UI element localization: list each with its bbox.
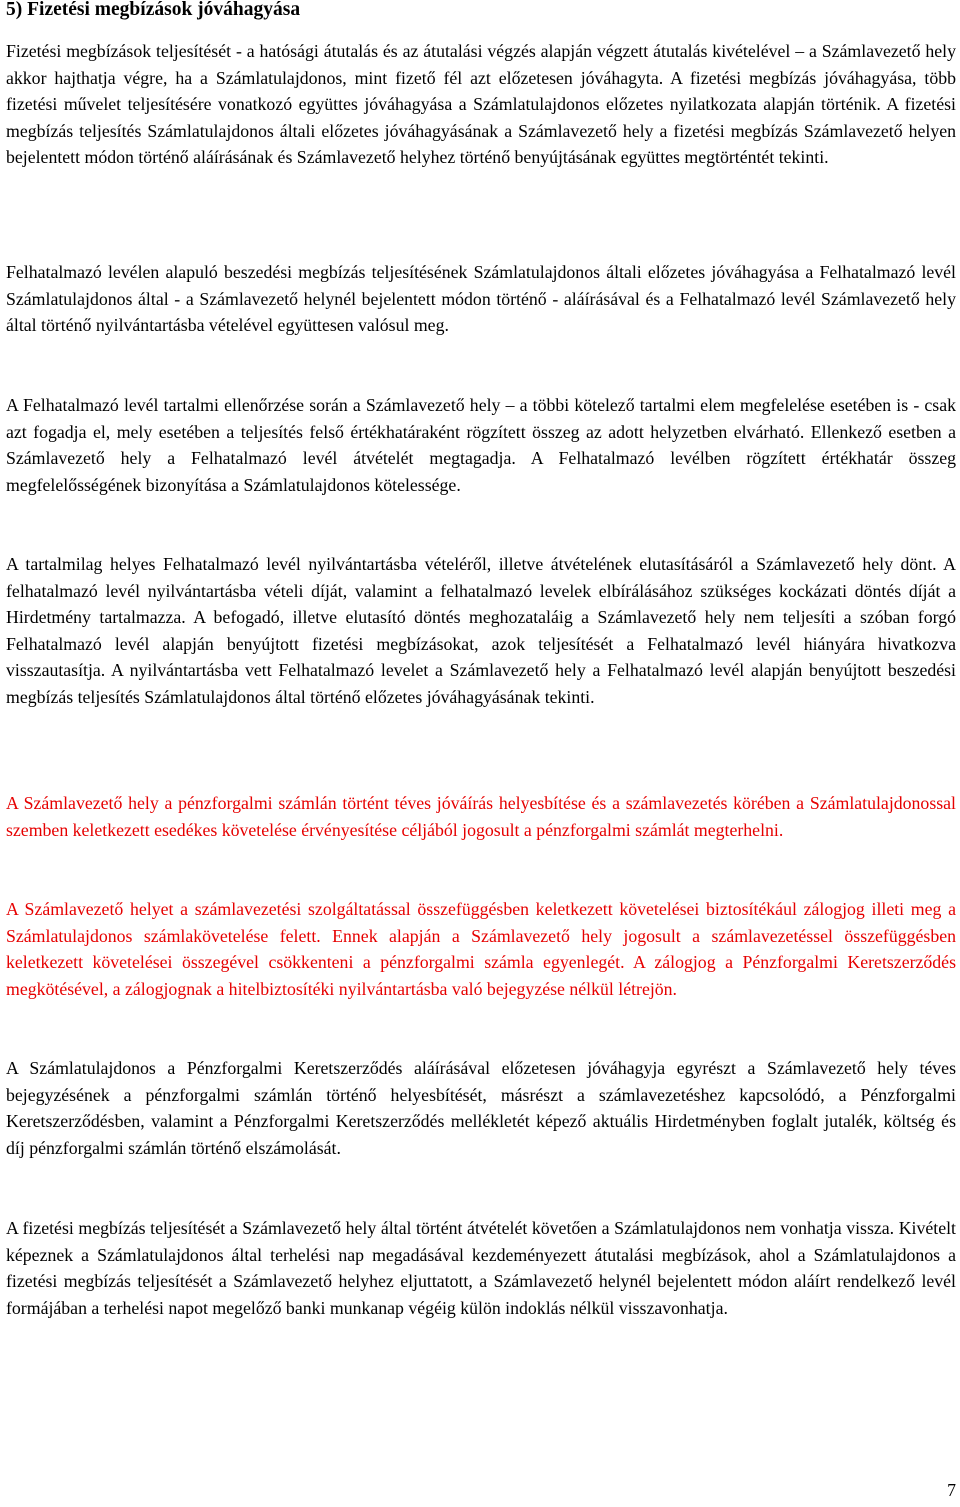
paragraph-approval-rules: Fizetési megbízások teljesítését - a hatósági átutalás és az átutalási végzés alapján végzett átutalás kivételével – a Számlavezető hely akkor hajthatja végre, ha a Számlatulajdonos, mint fizető fél azt előzetesen jóváhagyta. A fizetési megbízás jóváhagyása, több fizetési művelet teljesítésére vonatkozó együttes jóváhagyása a Számlatulajdonos előzetes nyilatkozata alapján történik. A fizetési megbízás teljesítés Számlatulajdonos általi előzetes jóváhagyásának a Számlavezető hely a fizetési megbízás Számlavezető helyen bejelentett módon történő aláírásának és Számlavezető helyhez történő benyújtásának együttes megtörténtét tekinti. (6, 41, 956, 167)
paragraph-registration-decision: A tartalmilag helyes Felhatalmazó levél nyilvántartásba vételéről, illetve átvételének elutasításáról a Számlavezető hely dönt. A felhatalmazó levél nyilvántartásba vételi díját, valamint a felhatalmazó levelek elbírálásához szükséges kockázati döntés díját a Hirdetmény tartalmazza. A befogadó, illetve elutasító döntés meghozataláig a Számlavezető hely nem teljesíti a szóban forgó Felhatalmazó levél alapján benyújtott fizetési megbízásokat, azok teljesítését a Felhatalmazó levél hiányára hivatkozva visszautasítja. A nyilvántartásba vett Felhatalmazó levelet a Számlavezető hely a Felhatalmazó levél alapján benyújtott beszedési megbízás teljesítés Számlatulajdonos által történő előzetes jóváhagyásának tekinti. (6, 554, 956, 707)
paragraph-lien-right: A Számlavezető helyet a számlavezetési szolgáltatással összefüggésben keletkezett követelései biztosítékául zálogjog illeti meg a Számlatulajdonos számlakövetelése felett. Ennek alapján a Számlavezető hely jogosult a számlavezetéssel összefüggésben keletkezett követelései összegével csökkenteni a pénzforgalmi számla egyenlegét. A zálogjog a Pénzforgalmi Keretszerződés megkötésével, a zálogjognak a hitelbiztosítéki nyilvántartásba való bejegyzése nélkül létrejön. (6, 899, 956, 999)
paragraph-revocation: A fizetési megbízás teljesítését a Számlavezető hely által történt átvételét követően a Számlatulajdonos nem vonhatja vissza. Kivételt képeznek a Számlatulajdonos által terhelési nap megadásával kezdeményezett átutalási megbízások, ahol a Számlatulajdonos a fizetési megbízás teljesítését a Számlavezető helyhez eljuttatott, a Számlavezető helynél bejelentett módon aláírt rendelkező levél formájában a terhelési napot megelőző banki munkanap végéig külön indoklás nélkül visszavonhatja. (6, 1218, 956, 1318)
page-number: 7 (947, 1480, 956, 1500)
document-page (6, 0, 956, 1318)
paragraph-prior-consent: A Számlatulajdonos a Pénzforgalmi Keretszerződés aláírásával előzetesen jóváhagyja egyrészt a Számlavezető hely téves bejegyzésének a pénzforgalmi számlán történő helyesbítését, másrészt a számlavezetéshez kapcsolódó, a Pénzforgalmi Keretszerződésben, valamint a Pénzforgalmi Keretszerződés mellékletét képező aktuális Hirdetményben foglalt jutalék, költség és díj pénzforgalmi számlán történő elszámolását. (6, 1058, 956, 1158)
paragraph-authorization-letter: Felhatalmazó levélen alapuló beszedési megbízás teljesítésének Számlatulajdonos általi előzetes jóváhagyása a Felhatalmazó levél Számlatulajdonos által - a Számlavezető helynél bejelentett módon történő - aláírásával és a Felhatalmazó levél Számlavezető hely által történő nyilvántartásba vételével együttesen valósul meg. (6, 262, 956, 335)
paragraph-content-check: A Felhatalmazó levél tartalmi ellenőrzése során a Számlavezető hely – a többi kötelező tartalmi elem megfelelése esetében is - csak azt fogadja el, mely esetében a teljesítés felső értékhatáraként rögzített összeg az adott helyzetben elvárható. Ellenkező esetben a Számlavezető hely a Felhatalmazó levél átvételét megtagadja. A Felhatalmazó levélben rögzített értékhatár összeg megfelelősségének bizonyítása a Számlatulajdonos kötelessége. (6, 395, 956, 495)
section-title: 5) Fizetési megbízások jóváhagyása (6, 0, 301, 20)
paragraph-correction-debit: A Számlavezető hely a pénzforgalmi számlán történt téves jóváírás helyesbítése és a számlavezetés körében a Számlatulajdonossal szemben keletkezett esedékes követelése érvényesítése céljából jogosult a pénzforgalmi számlát megterhelni. (6, 793, 956, 840)
